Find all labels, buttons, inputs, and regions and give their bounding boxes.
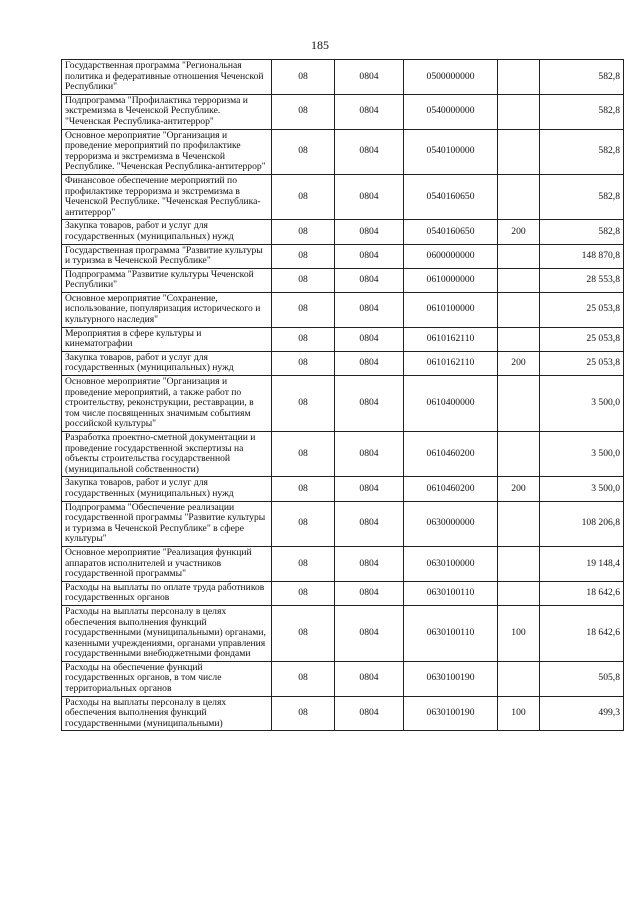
table-row — [62, 477, 624, 501]
table-row — [62, 696, 624, 731]
row-name: Подпрограмма "Обеспечение реализации государственной программы "Развитие культуры и туризма в Чеченской Республике" в сфере культуры" — [62, 501, 272, 546]
subsection-code: 0804 — [335, 351, 404, 375]
row-name: Государственная программа "Развитие культуры и туризма в Чеченской Республике" — [62, 244, 272, 268]
amount: 499,3 — [540, 696, 624, 731]
amount: 25 053,8 — [540, 327, 624, 351]
subsection-code: 0804 — [335, 581, 404, 605]
section-code: 08 — [272, 581, 335, 605]
expense-type-code: 200 — [498, 351, 540, 375]
subsection-code: 0804 — [335, 696, 404, 731]
row-name: Подпрограмма "Развитие культуры Чеченской Республики" — [62, 268, 272, 292]
section-code: 08 — [272, 501, 335, 546]
row-name: Государственная программа "Региональная политика и федеративные отношения Чеченской Республики" — [62, 60, 272, 95]
row-name: Основное мероприятие "Реализация функций аппаратов исполнителей и участников государственной программы" — [62, 546, 272, 581]
expense-type-code — [498, 129, 540, 174]
subsection-code: 0804 — [335, 546, 404, 581]
target-article-code: 0600000000 — [404, 244, 498, 268]
row-name: Подпрограмма "Профилактика терроризма и экстремизма в Чеченской Республике. "Чеченская Республика-антитеррор" — [62, 94, 272, 129]
expense-type-code — [498, 174, 540, 219]
table-row — [62, 292, 624, 327]
target-article-code: 0500000000 — [404, 60, 498, 95]
expense-type-code — [498, 292, 540, 327]
subsection-code: 0804 — [335, 661, 404, 696]
table-row — [62, 327, 624, 351]
section-code: 08 — [272, 661, 335, 696]
target-article-code: 0540100000 — [404, 129, 498, 174]
amount: 582,8 — [540, 60, 624, 95]
table-row — [62, 129, 624, 174]
subsection-code: 0804 — [335, 244, 404, 268]
table-row — [62, 501, 624, 546]
table-row — [62, 546, 624, 581]
target-article-code: 0610162110 — [404, 327, 498, 351]
subsection-code: 0804 — [335, 94, 404, 129]
section-code: 08 — [272, 174, 335, 219]
row-name: Основное мероприятие "Организация и проведение мероприятий, а также работ по строительству, реконструкции, реставрации, в том числе посвященных значимым событиям российской культуры" — [62, 376, 272, 432]
section-code: 08 — [272, 292, 335, 327]
subsection-code: 0804 — [335, 129, 404, 174]
section-code: 08 — [272, 94, 335, 129]
expense-type-code — [498, 376, 540, 432]
target-article-code: 0610460200 — [404, 432, 498, 477]
amount: 582,8 — [540, 220, 624, 244]
table-row — [62, 661, 624, 696]
subsection-code: 0804 — [335, 292, 404, 327]
section-code: 08 — [272, 432, 335, 477]
budget-table — [61, 59, 624, 731]
section-code: 08 — [272, 351, 335, 375]
section-code: 08 — [272, 477, 335, 501]
section-code: 08 — [272, 327, 335, 351]
subsection-code: 0804 — [335, 501, 404, 546]
subsection-code: 0804 — [335, 220, 404, 244]
target-article-code: 0610460200 — [404, 477, 498, 501]
target-article-code: 0630100190 — [404, 696, 498, 731]
target-article-code: 0610400000 — [404, 376, 498, 432]
target-article-code: 0540160650 — [404, 174, 498, 219]
amount: 19 148,4 — [540, 546, 624, 581]
expense-type-code — [498, 546, 540, 581]
target-article-code: 0630000000 — [404, 501, 498, 546]
section-code: 08 — [272, 605, 335, 661]
table-row — [62, 220, 624, 244]
target-article-code: 0630100110 — [404, 581, 498, 605]
row-name: Расходы на выплаты по оплате труда работников государственных органов — [62, 581, 272, 605]
row-name: Основное мероприятие "Организация и проведение мероприятий по профилактике терроризма и экстремизма в Чеченской Республике. "Чеченская Республика-антитеррор" — [62, 129, 272, 174]
table-row — [62, 244, 624, 268]
expense-type-code — [498, 581, 540, 605]
row-name: Расходы на обеспечение функций государственных органов, в том числе территориальных органов — [62, 661, 272, 696]
section-code: 08 — [272, 268, 335, 292]
row-name: Расходы на выплаты персоналу в целях обеспечения выполнения функций государственными (муниципальными) — [62, 696, 272, 731]
target-article-code: 0630100190 — [404, 661, 498, 696]
amount: 3 500,0 — [540, 432, 624, 477]
amount: 25 053,8 — [540, 351, 624, 375]
subsection-code: 0804 — [335, 174, 404, 219]
section-code: 08 — [272, 220, 335, 244]
subsection-code: 0804 — [335, 432, 404, 477]
target-article-code: 0610000000 — [404, 268, 498, 292]
subsection-code: 0804 — [335, 605, 404, 661]
target-article-code: 0630100110 — [404, 605, 498, 661]
section-code: 08 — [272, 376, 335, 432]
expense-type-code — [498, 244, 540, 268]
subsection-code: 0804 — [335, 477, 404, 501]
section-code: 08 — [272, 696, 335, 731]
amount: 18 642,6 — [540, 605, 624, 661]
table-row — [62, 581, 624, 605]
target-article-code: 0540000000 — [404, 94, 498, 129]
row-name: Закупка товаров, работ и услуг для государственных (муниципальных) нужд — [62, 477, 272, 501]
amount: 28 553,8 — [540, 268, 624, 292]
table-row — [62, 174, 624, 219]
expense-type-code — [498, 661, 540, 696]
row-name: Закупка товаров, работ и услуг для государственных (муниципальных) нужд — [62, 351, 272, 375]
row-name: Закупка товаров, работ и услуг для государственных (муниципальных) нужд — [62, 220, 272, 244]
table-row — [62, 268, 624, 292]
amount: 3 500,0 — [540, 477, 624, 501]
expense-type-code — [498, 501, 540, 546]
expense-type-code: 200 — [498, 477, 540, 501]
expense-type-code — [498, 268, 540, 292]
amount: 582,8 — [540, 129, 624, 174]
section-code: 08 — [272, 546, 335, 581]
target-article-code: 0610100000 — [404, 292, 498, 327]
row-name: Мероприятия в сфере культуры и кинематографии — [62, 327, 272, 351]
table-row — [62, 94, 624, 129]
amount: 582,8 — [540, 94, 624, 129]
amount: 148 870,8 — [540, 244, 624, 268]
target-article-code: 0610162110 — [404, 351, 498, 375]
expense-type-code: 100 — [498, 605, 540, 661]
amount: 505,8 — [540, 661, 624, 696]
table-row — [62, 376, 624, 432]
amount: 108 206,8 — [540, 501, 624, 546]
subsection-code: 0804 — [335, 268, 404, 292]
row-name: Финансовое обеспечение мероприятий по профилактике терроризма и экстремизма в Чеченской Республике. "Чеченская Республика-антитеррор" — [62, 174, 272, 219]
table-row — [62, 351, 624, 375]
table-row — [62, 605, 624, 661]
page-number: 185 — [311, 38, 329, 52]
expense-type-code — [498, 94, 540, 129]
amount: 3 500,0 — [540, 376, 624, 432]
expense-type-code — [498, 432, 540, 477]
amount: 582,8 — [540, 174, 624, 219]
amount: 18 642,6 — [540, 581, 624, 605]
expense-type-code — [498, 327, 540, 351]
amount: 25 053,8 — [540, 292, 624, 327]
subsection-code: 0804 — [335, 60, 404, 95]
table-row — [62, 60, 624, 95]
section-code: 08 — [272, 129, 335, 174]
target-article-code: 0540160650 — [404, 220, 498, 244]
budget-table-body — [62, 60, 624, 731]
row-name: Разработка проектно-сметной документации и проведение государственной экспертизы на объекты строительства государственной (муниципальной собственности) — [62, 432, 272, 477]
section-code: 08 — [272, 244, 335, 268]
expense-type-code — [498, 60, 540, 95]
row-name: Основное мероприятие "Сохранение, использование, популяризация исторического и культурного наследия" — [62, 292, 272, 327]
section-code: 08 — [272, 60, 335, 95]
expense-type-code: 200 — [498, 220, 540, 244]
row-name: Расходы на выплаты персоналу в целях обеспечения выполнения функций государственными (муниципальными) органами, казенными учреждениями, органами управления государственными внебюджетными фондами — [62, 605, 272, 661]
subsection-code: 0804 — [335, 376, 404, 432]
subsection-code: 0804 — [335, 327, 404, 351]
target-article-code: 0630100000 — [404, 546, 498, 581]
expense-type-code: 100 — [498, 696, 540, 731]
table-row — [62, 432, 624, 477]
